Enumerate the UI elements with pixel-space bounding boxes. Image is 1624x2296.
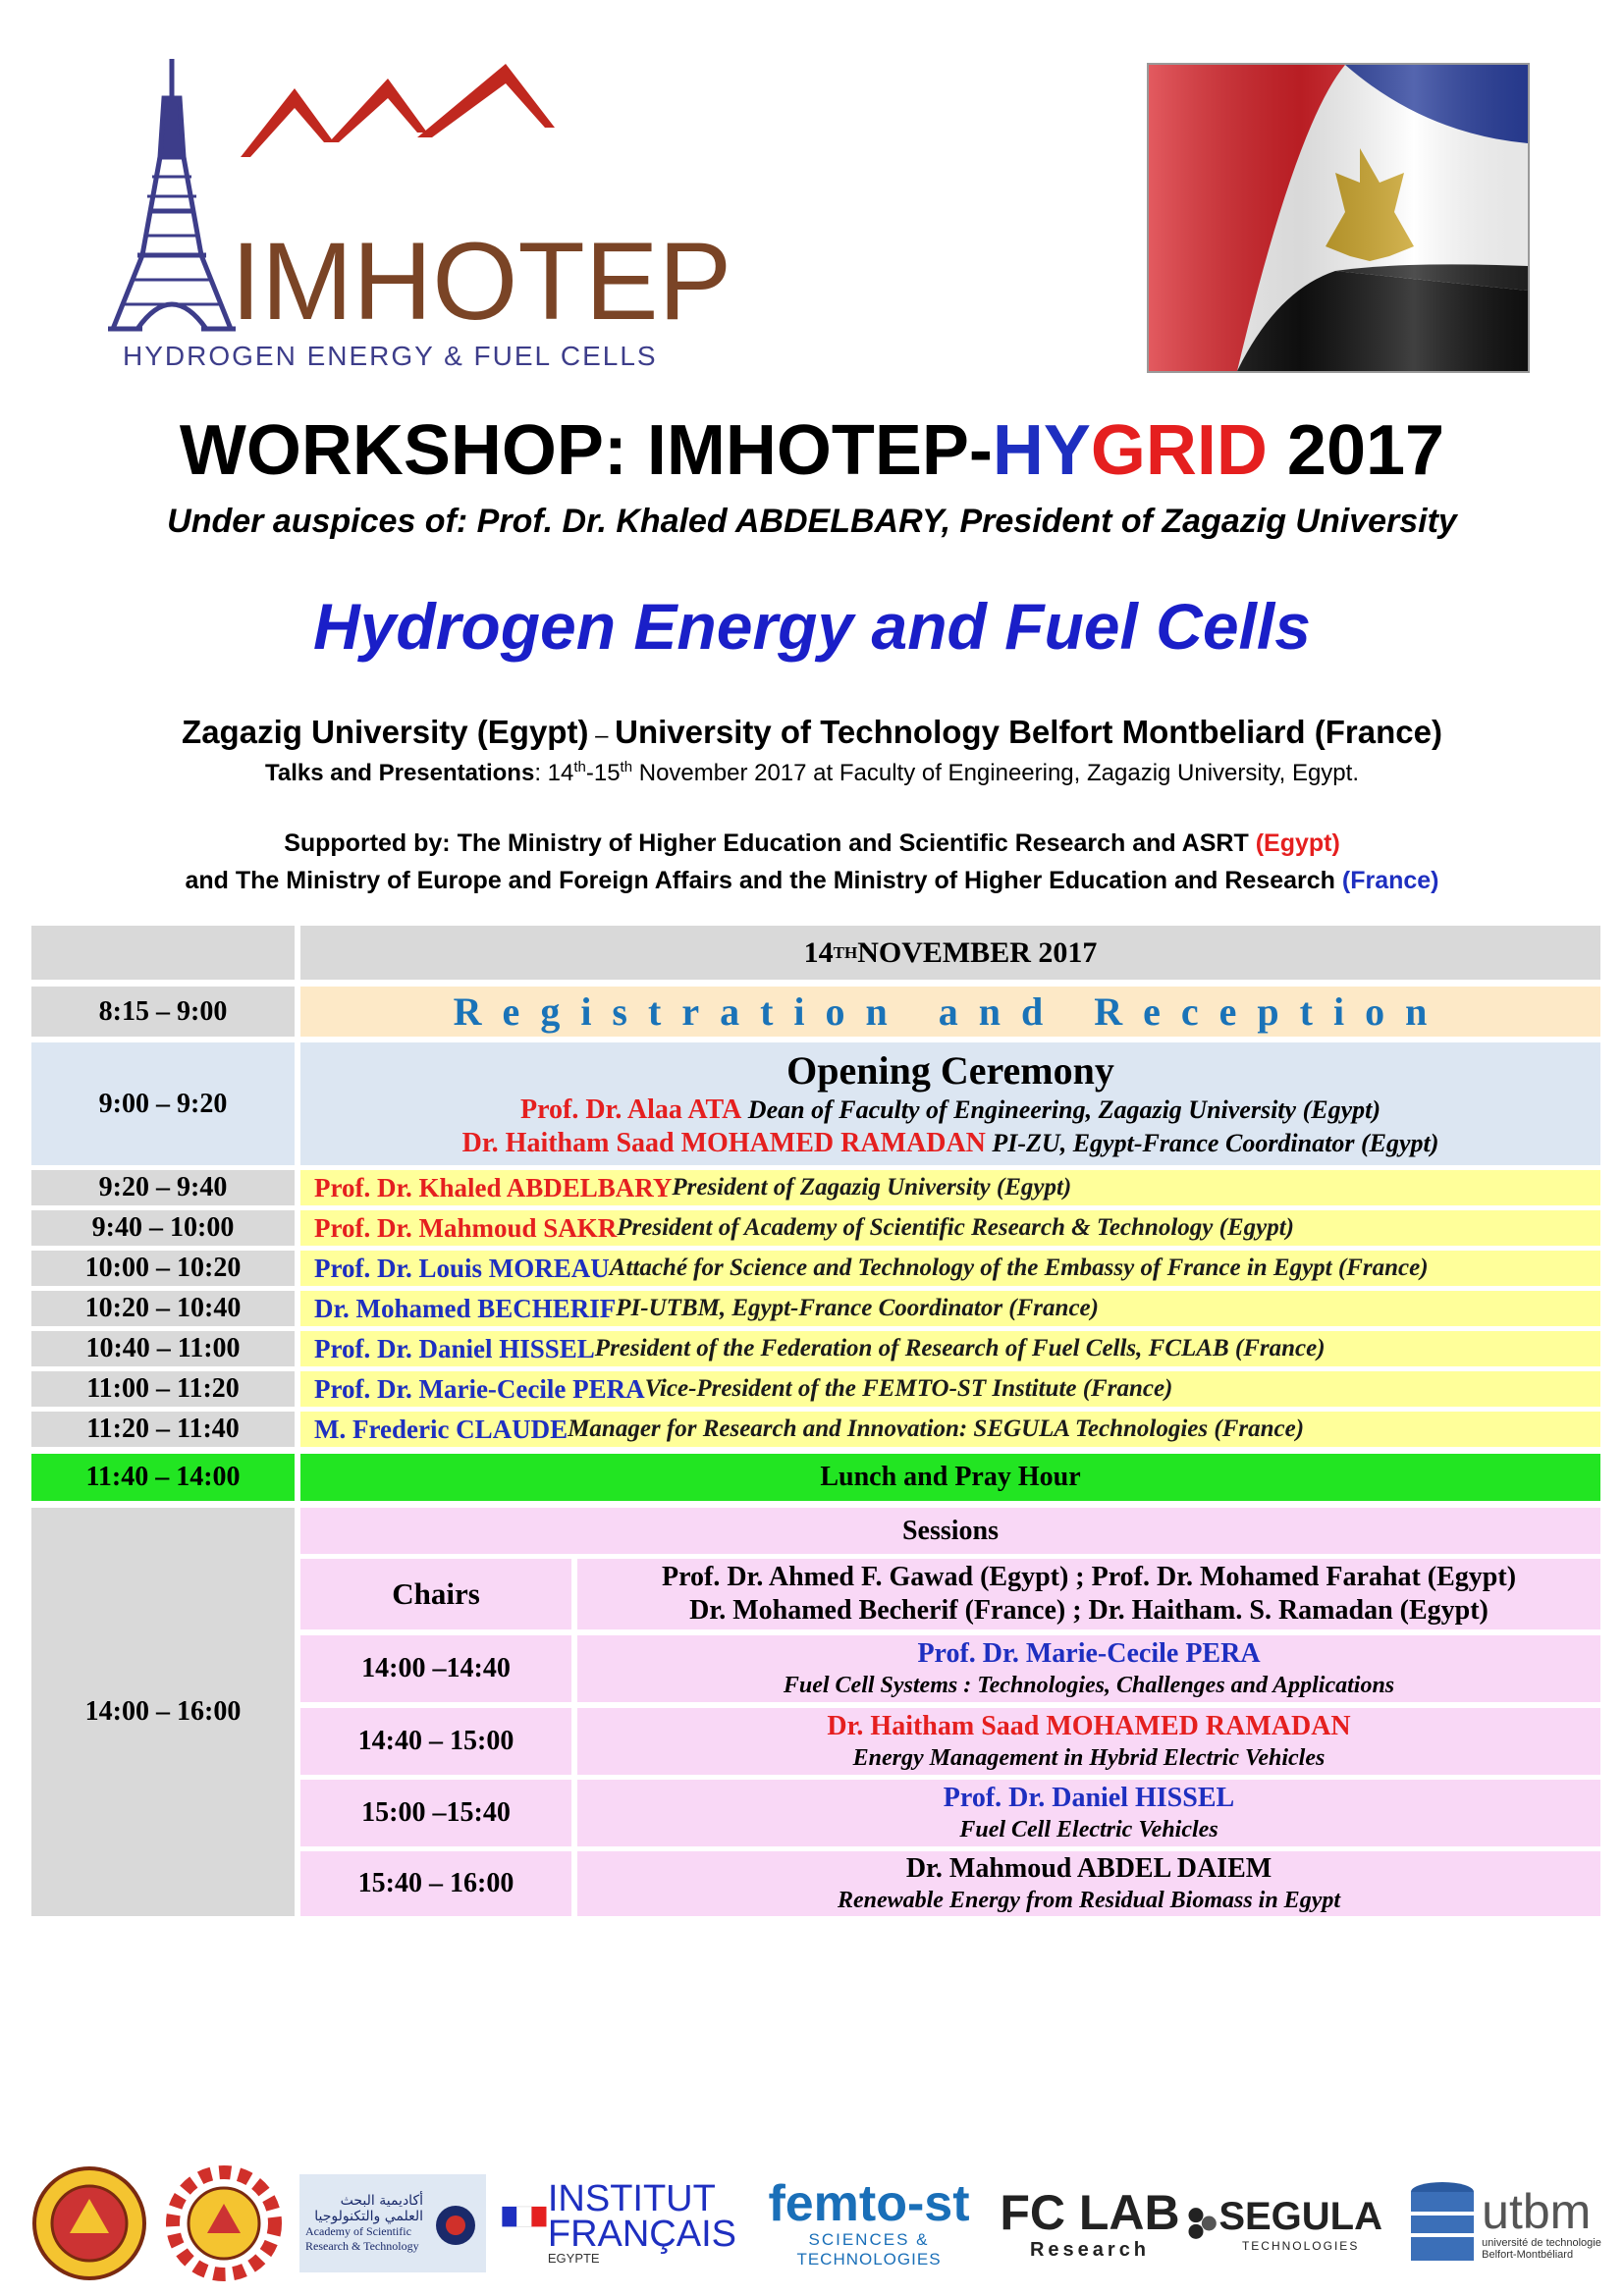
academy-logo: أكاديمية البحث العلمي والتكنولوجيا Academy of Scientific Research & Technology — [299, 2174, 486, 2272]
session-talk: Dr. Mahmoud ABDEL DAIEM Renewable Energy from Residual Biomass in Egypt — [577, 1851, 1600, 1916]
segula-dots-icon — [1186, 2199, 1218, 2248]
registration-time: 8:15 – 9:00 — [31, 987, 295, 1037]
session-talk: Prof. Dr. Daniel HISSEL Fuel Cell Electric Vehicles — [577, 1780, 1600, 1846]
eiffel-tower-icon — [93, 49, 731, 383]
talk-time: 10:40 – 11:00 — [31, 1331, 295, 1366]
talk-row: Dr. Mohamed BECHERIF PI-UTBM, Egypt-France Coordinator (France) — [300, 1291, 1600, 1326]
talk-row: Prof. Dr. Daniel HISSEL President of the Federation of Research of Fuel Cells, FCLAB (France) — [300, 1331, 1600, 1366]
svg-text:IMHOTEP: IMHOTEP — [231, 220, 731, 343]
talk-row: Prof. Dr. Mahmoud SAKR President of Academy of Scientific Research & Technology (Egypt) — [300, 1210, 1600, 1246]
engineering-faculty-logo — [155, 2160, 293, 2287]
workshop-subtitle: Hydrogen Energy and Fuel Cells — [313, 590, 1311, 663]
lunch-time: 11:40 – 14:00 — [31, 1454, 295, 1501]
talks-line: Talks and Presentations: 14th-15th November 2017 at Faculty of Engineering, Zagazig University, Egypt. — [265, 759, 1359, 786]
talk-time: 9:20 – 9:40 — [31, 1170, 295, 1205]
talk-time: 10:00 – 10:20 — [31, 1251, 295, 1286]
talk-row: Prof. Dr. Louis MOREAU Attaché for Science and Technology of the Embassy of France in Egypt (France) — [300, 1251, 1600, 1286]
utbm-logo: utbm université de technologie Belfort-Montbéliard — [1394, 2160, 1610, 2287]
marianne-icon — [501, 2189, 548, 2258]
opening-title: Opening Ceremony — [786, 1047, 1114, 1093]
session-talk: Dr. Haitham Saad MOHAMED RAMADAN Energy Management in Hybrid Electric Vehicles — [577, 1708, 1600, 1775]
zagazig-university-logo — [27, 2160, 150, 2287]
segula-logo: SEGULA TECHNOLOGIES — [1186, 2160, 1382, 2287]
zagazig-seal-icon — [30, 2164, 148, 2282]
flag-icon — [1149, 65, 1528, 371]
femto-st-logo: femto-st SCIENCES & TECHNOLOGIES — [768, 2175, 970, 2269]
talk-time: 11:20 – 11:40 — [31, 1412, 295, 1447]
session-time: 14:00 –14:40 — [300, 1635, 571, 1702]
talk-time: 10:20 – 10:40 — [31, 1291, 295, 1326]
opening-speaker-2: Dr. Haitham Saad MOHAMED RAMADAN PI-ZU, Egypt-France Coordinator (Egypt) — [461, 1127, 1439, 1158]
date-header: 14 TH NOVEMBER 2017 — [300, 926, 1600, 980]
talk-row: M. Frederic CLAUDE Manager for Research and Innovation: SEGULA Technologies (France) — [300, 1412, 1600, 1447]
opening-time: 9:00 – 9:20 — [31, 1042, 295, 1165]
talk-row: Prof. Dr. Marie-Cecile PERA Vice-President of the FEMTO-ST Institute (France) — [300, 1371, 1600, 1407]
universities-line: Zagazig University (Egypt) – University of Technology Belfort Montbeliard (France) — [182, 714, 1442, 750]
sessions-time: 14:00 – 16:00 — [31, 1508, 295, 1916]
egypt-france-flag — [1147, 63, 1530, 373]
fclab-logo: FC LAB Research — [1000, 2184, 1180, 2261]
session-time: 15:40 – 16:00 — [300, 1851, 571, 1916]
chairs-label: Chairs — [300, 1559, 571, 1629]
opening-ceremony — [300, 1042, 1600, 1165]
opening-speaker-1: Prof. Dr. Alaa ATA Dean of Faculty of Engineering, Zagazig University (Egypt) — [519, 1094, 1380, 1125]
svg-text:HYDROGEN ENERGY & FUEL CELLS: HYDROGEN ENERGY & FUEL CELLS — [123, 341, 658, 371]
session-talk: Prof. Dr. Marie-Cecile PERA Fuel Cell Systems : Technologies, Challenges and Applications — [577, 1635, 1600, 1702]
talk-time: 9:40 – 10:00 — [31, 1210, 295, 1246]
imhotep-logo — [93, 49, 731, 383]
supported-line-1: Supported by: The Ministry of Higher Education and Scientific Research and ASRT (Egypt) — [284, 829, 1340, 857]
sessions-title: Sessions — [300, 1508, 1600, 1554]
institut-francais-logo: INSTITUT FRANÇAIS EGYPTE — [501, 2160, 736, 2287]
utbm-building-icon — [1403, 2174, 1482, 2272]
talk-row: Prof. Dr. Khaled ABDELBARY President of Zagazig University (Egypt) — [300, 1170, 1600, 1205]
gear-icon — [158, 2163, 291, 2285]
workshop-title: WORKSHOP: IMHOTEP-HYGRID 2017 — [179, 411, 1445, 490]
session-time: 14:40 – 15:00 — [300, 1708, 571, 1775]
chairs-names: Prof. Dr. Ahmed F. Gawad (Egypt) ; Prof. Dr. Mohamed Farahat (Egypt) Dr. Mohamed Becherif (France) ; Dr. Haitham. S. Ramadan (Egypt) — [577, 1559, 1600, 1629]
talk-time: 11:00 – 11:20 — [31, 1371, 295, 1407]
auspices-line: Under auspices of: Prof. Dr. Khaled ABDELBARY, President of Zagazig University — [167, 503, 1457, 540]
registration-label: Registration and Reception — [300, 987, 1600, 1037]
session-time: 15:00 –15:40 — [300, 1780, 571, 1846]
supported-line-2: and The Ministry of Europe and Foreign Affairs and the Ministry of Higher Education and Research (France) — [185, 867, 1439, 894]
table-corner — [31, 926, 295, 980]
academy-emblem-icon — [431, 2194, 480, 2253]
lunch-label: Lunch and Pray Hour — [300, 1454, 1600, 1501]
